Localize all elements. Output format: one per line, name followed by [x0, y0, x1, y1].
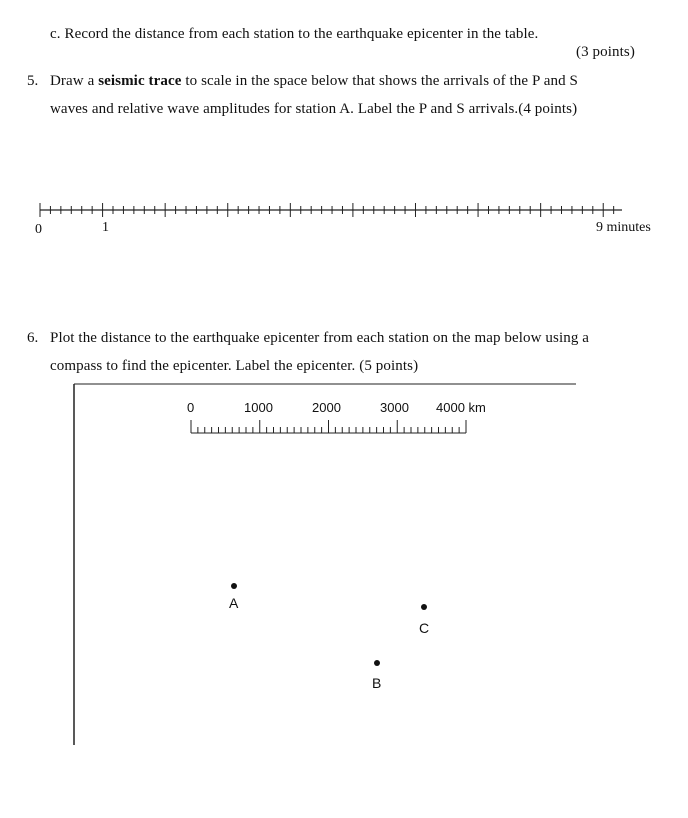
q5-bold-term: seismic trace [98, 73, 182, 89]
timeline-end-label: 9 minutes [596, 220, 651, 235]
scale-label-1000: 1000 [244, 400, 273, 415]
station-a-label: A [229, 595, 239, 611]
timeline-start-label: 0 [35, 222, 42, 237]
station-b-dot [374, 660, 380, 666]
q5-text-pre: Draw a [50, 73, 99, 89]
question-5-number: 5. [27, 73, 39, 89]
station-c-label: C [419, 620, 430, 636]
part-c-points: (3 points) [576, 44, 635, 60]
question-6-number: 6. [27, 330, 39, 346]
scale-label-0: 0 [187, 400, 195, 415]
q5-text-post: to scale in the space below that shows the arrivals of the P and S [181, 73, 578, 89]
question-6-line-2: compass to find the epicenter. Label the epicenter. (5 points) [50, 358, 419, 374]
scale-label-3000: 3000 [380, 400, 409, 415]
scale-label-2000: 2000 [312, 400, 341, 415]
station-b-label: B [372, 675, 382, 691]
question-6-line-1: Plot the distance to the earthquake epicenter from each station on the map below using a [50, 330, 590, 346]
scale-label-4000: 4000 km [436, 400, 486, 415]
station-c-dot [421, 604, 427, 610]
part-c-text: c. Record the distance from each station to the earthquake epicenter in the table. [50, 26, 539, 42]
timeline-one-label: 1 [102, 220, 109, 235]
station-a-dot [231, 583, 237, 589]
question-5-line-2: waves and relative wave amplitudes for station A. Label the P and S arrivals.(4 points) [50, 101, 578, 117]
